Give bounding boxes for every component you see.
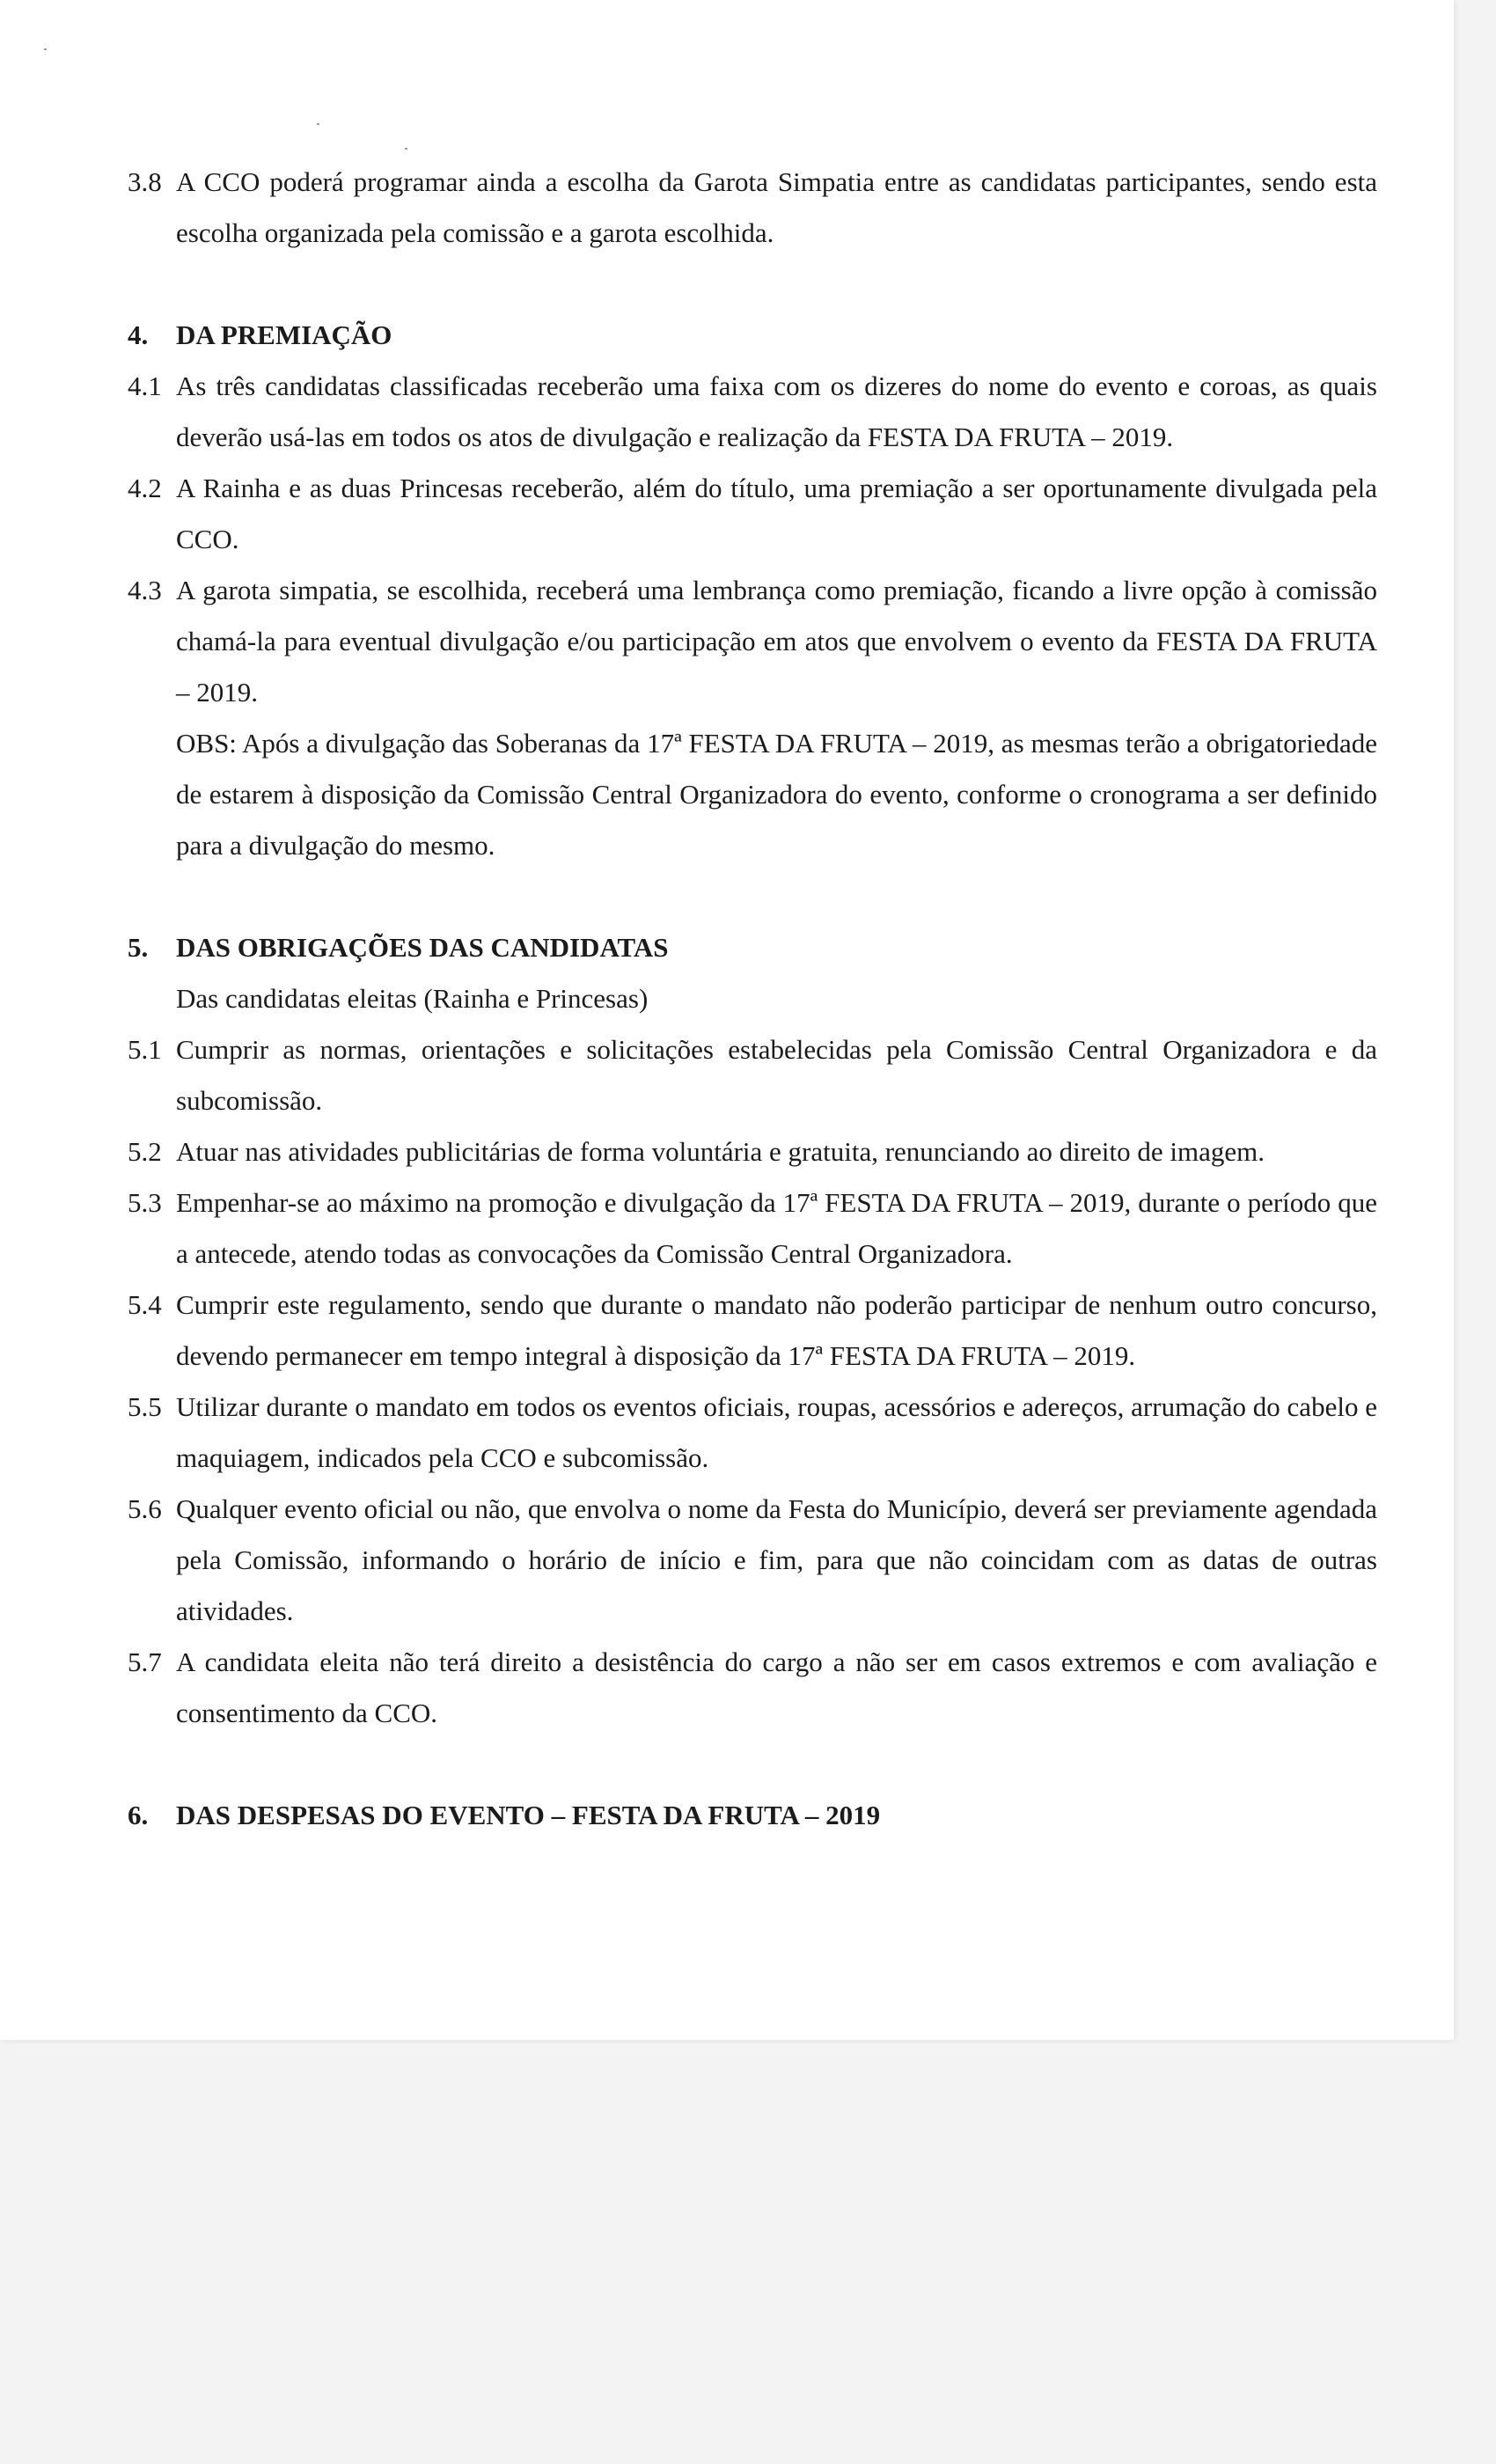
clause-4-3	[128, 565, 1377, 718]
clause-text: Utilizar durante o mandato em todos os eventos oficiais, roupas, acessórios e adereços, arrumação do cabelo e maquiagem, indicados pela CCO e subcomissão.	[176, 1391, 1377, 1473]
section-number: 4.	[128, 319, 149, 350]
clause-text: Empenhar-se ao máximo na promoção e divulgação da 17ª FESTA DA FRUTA – 2019, durante o período que a antecede, atendo todas as convocações da Comissão Central Organizadora.	[176, 1187, 1377, 1269]
document-body	[128, 157, 1377, 1841]
clause-number: 5.6	[128, 1493, 162, 1524]
clause-5-4	[128, 1280, 1377, 1382]
clause-text: Cumprir este regulamento, sendo que durante o mandato não poderão participar de nenhum outro concurso, devendo permanecer em tempo integral à disposição da 17ª FESTA DA FRUTA – 2019.	[176, 1289, 1377, 1371]
clause-number: 5.1	[128, 1034, 162, 1065]
clause-3-8	[128, 157, 1377, 259]
clause-number: 4.3	[128, 575, 162, 605]
section-title: DA PREMIAÇÃO	[176, 319, 392, 350]
clause-5-5	[128, 1382, 1377, 1484]
clause-text: A garota simpatia, se escolhida, receberá uma lembrança como premiação, ficando a livre opção à comissão chamá-la para eventual divulgação e/ou participação em atos que envolvem o evento da FESTA DA FRUTA – 2019.	[176, 575, 1377, 708]
clause-number: 3.8	[128, 166, 162, 197]
clause-text: As três candidatas classificadas receberão uma faixa com os dizeres do nome do evento e coroas, as quais deverão usá-las em todos os atos de divulgação e realização da FESTA DA FRUTA – 2019.	[176, 370, 1377, 452]
section-number: 5.	[128, 932, 149, 963]
clause-number: 5.5	[128, 1391, 162, 1422]
clause-4-1	[128, 361, 1377, 463]
clause-number: 4.1	[128, 370, 162, 401]
section-5-heading	[128, 922, 1377, 973]
clause-number: 5.3	[128, 1187, 162, 1218]
clause-text: Atuar nas atividades publicitárias de forma voluntária e gratuita, renunciando ao direito de imagem.	[176, 1136, 1265, 1167]
clause-number: 5.7	[128, 1646, 162, 1677]
clause-5-1	[128, 1024, 1377, 1126]
clause-text: A CCO poderá programar ainda a escolha da Garota Simpatia entre as candidatas participantes, sendo esta escolha organizada pela comissão e a garota escolhida.	[176, 166, 1377, 248]
section-title: DAS OBRIGAÇÕES DAS CANDIDATAS	[176, 932, 669, 963]
clause-5-7	[128, 1637, 1377, 1739]
clause-number: 5.4	[128, 1289, 162, 1320]
clause-4-2	[128, 463, 1377, 565]
clause-5-3	[128, 1177, 1377, 1280]
clause-number: 5.2	[128, 1136, 162, 1167]
scan-speck	[317, 123, 319, 125]
section-4-heading	[128, 310, 1377, 361]
clause-text: A candidata eleita não terá direito a desistência do cargo a não ser em casos extremos e com avaliação e consentimento da CCO.	[176, 1646, 1377, 1728]
clause-5-6	[128, 1484, 1377, 1637]
scan-speck	[44, 48, 47, 50]
clause-text: Qualquer evento oficial ou não, que envolva o nome da Festa do Município, deverá ser previamente agendada pela Comissão, informando o horário de início e fim, para que não coincidam com as datas de outras atividades.	[176, 1493, 1377, 1626]
section-number: 6.	[128, 1800, 149, 1830]
clause-text: Cumprir as normas, orientações e solicitações estabelecidas pela Comissão Central Organizadora e da subcomissão.	[176, 1034, 1377, 1116]
clause-number: 4.2	[128, 473, 162, 503]
clause-text: A Rainha e as duas Princesas receberão, além do título, uma premiação a ser oportunamente divulgada pela CCO.	[176, 473, 1377, 554]
clause-5-2	[128, 1126, 1377, 1177]
scan-speck	[405, 148, 407, 150]
section-6-heading	[128, 1790, 1377, 1841]
obs-note: OBS: Após a divulgação das Soberanas da 17ª FESTA DA FRUTA – 2019, as mesmas terão a obrigatoriedade de estarem à disposição da Comissão Central Organizadora do evento, conforme o cronograma a ser definido para a divulgação do mesmo.	[176, 728, 1377, 861]
section-subtitle: Das candidatas eleitas (Rainha e Princesas)	[176, 983, 649, 1014]
section-title: DAS DESPESAS DO EVENTO – FESTA DA FRUTA – 2019	[176, 1800, 881, 1830]
